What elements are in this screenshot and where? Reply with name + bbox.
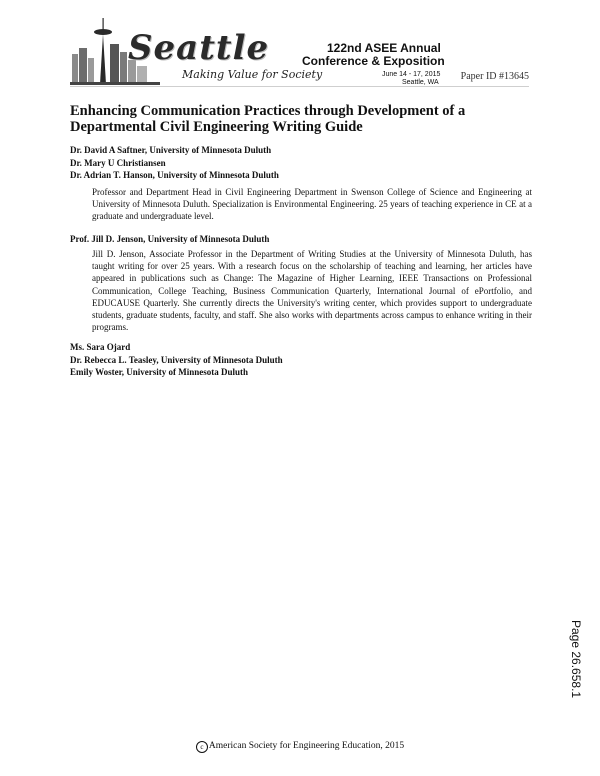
author-woster: Emily Woster, University of Minnesota Duluth: [70, 367, 249, 377]
author-ojard: Ms. Sara Ojard: [70, 342, 131, 352]
conference-location: Seattle, WA: [402, 79, 439, 86]
author-teasley: Dr. Rebecca L. Teasley, University of Minnesota Duluth: [70, 354, 283, 365]
author-list-top: [70, 144, 530, 182]
footer-text: American Society for Engineering Education, 2015: [208, 741, 405, 751]
logo-tagline: Making Value for Society: [182, 68, 323, 81]
copyright-icon: c: [196, 741, 208, 753]
conference-name: Conference & Exposition: [302, 54, 445, 68]
paper-title: Enhancing Communication Practices through Development of a Departmental Civil Engineering Writing Guide: [70, 103, 466, 135]
author-hanson: Dr. Adrian T. Hanson, University of Minnesota Duluth: [70, 170, 279, 180]
bio-hanson: Professor and Department Head in Civil Engineering Department in Swenson College of Science and Engineering at University of Minnesota Duluth. Specialization is Environmental Engineering. 25 years of teaching experience in CE at a graduate and undergraduate level.: [92, 187, 532, 222]
copyright-footer: [0, 741, 600, 753]
author-christiansen: Dr. Mary U Christiansen: [70, 157, 166, 168]
conference-edition: 122nd ASEE Annual: [327, 41, 441, 55]
logo-city-name: Seattle: [128, 28, 270, 68]
author-saftner: Dr. David A Saftner, University of Minnesota Duluth: [70, 145, 272, 155]
paper-id: Paper ID #13645: [460, 71, 529, 82]
page-number-label: Page 26.658.1: [569, 620, 583, 699]
author-jenson: Prof. Jill D. Jenson, University of Minnesota Duluth: [70, 234, 270, 244]
author-list-bottom: [70, 341, 283, 379]
conference-logo: [70, 14, 445, 86]
bio-jenson: Jill D. Jenson, Associate Professor in the Department of Writing Studies at the University of Minnesota Duluth, has taught writing for over 25 years. With a research focus on the scholarship of teaching and learning, her articles have appeared in publications such as Change: The Magazine of Higher Learning, IEEE Transactions on Professional Communication, College Teaching, Business Communication Quarterly, International Journal of ePortfolio, and EDUCAUSE Quarterly. She currently directs the University's writing center, which provides support to undergraduate students, graduate students, faculty, and staff. She also works with departments across campus to enhance writing in their programs.: [92, 249, 532, 333]
header-divider: [70, 86, 529, 87]
conference-dates: June 14 - 17, 2015: [382, 71, 441, 78]
